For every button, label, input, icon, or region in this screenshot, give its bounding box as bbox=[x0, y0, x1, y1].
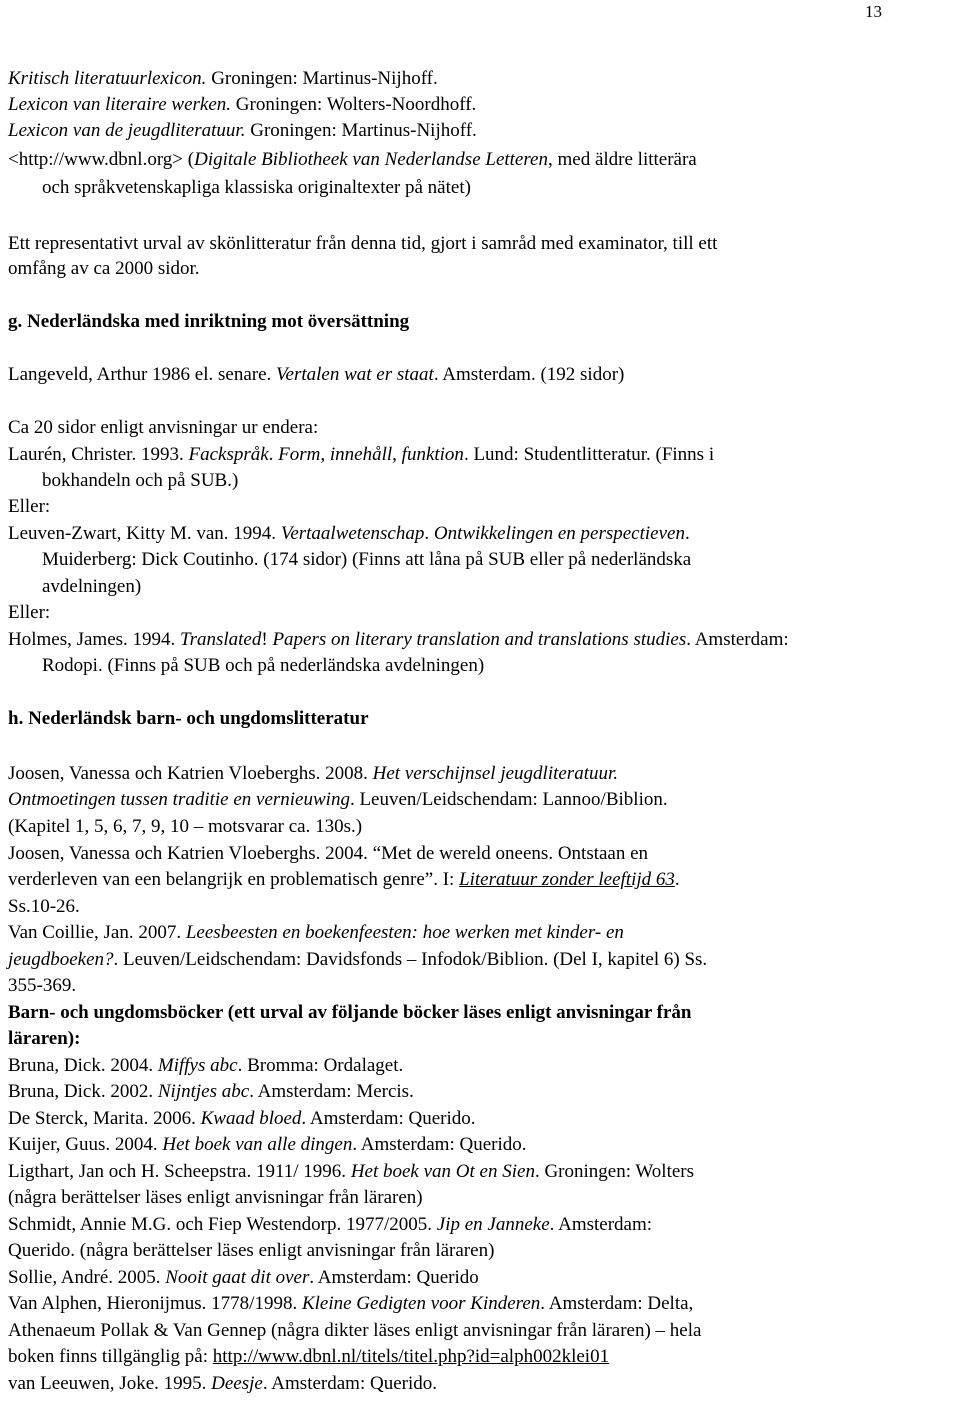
dbnl-link[interactable]: http://www.dbnl.nl/titels/titel.php?id=alph002klei01 bbox=[212, 1346, 610, 1367]
book-item: Bruna, Dick. 2004. Miffys abc. Bromma: Ordalaget. bbox=[8, 1055, 404, 1076]
book-schmidt-cont: Querido. (några berättelser läses enligt anvisningar från läraren) bbox=[8, 1240, 495, 1261]
ref-holmes: Holmes, James. 1994. Translated! Papers on literary translation and translations studies. Amsterdam: bbox=[8, 629, 789, 650]
ref-kritisch: Kritisch literatuurlexicon. Groningen: Martinus-Nijhoff. bbox=[8, 68, 438, 89]
page-number: 13 bbox=[865, 2, 882, 21]
ref-dbnl: <http://www.dbnl.org> (Digitale Bibliotheek van Nederlandse Letteren, med äldre litterära bbox=[8, 149, 697, 170]
ref-leuven-cont: Muiderberg: Dick Coutinho. (174 sidor) (Finns att låna på SUB eller på nederländska bbox=[42, 549, 692, 570]
book-item: Kuijer, Guus. 2004. Het boek van alle dingen. Amsterdam: Querido. bbox=[8, 1134, 527, 1155]
ref-holmes-cont: Rodopi. (Finns på SUB och på nederländska avdelningen) bbox=[42, 655, 485, 676]
book-ligthart: Ligthart, Jan och H. Scheepstra. 1911/ 1996. Het boek van Ot en Sien. Groningen: Wolters bbox=[8, 1161, 695, 1182]
ref-langeveld: Langeveld, Arthur 1986 el. senare. Vertalen wat er staat. Amsterdam. (192 sidor) bbox=[8, 364, 625, 385]
section-h-heading: h. Nederländsk barn- och ungdomslitteratur bbox=[8, 708, 369, 729]
ref-vancoillie: Van Coillie, Jan. 2007. Leesbeesten en boekenfeesten: hoe werken met kinder- en bbox=[8, 922, 624, 943]
representative-text-1: Ett representativt urval av skönlitteratur från denna tid, gjort i samråd med examinator, till ett bbox=[8, 233, 718, 254]
book-vanleeuwen: van Leeuwen, Joke. 1995. Deesje. Amsterdam: Querido. bbox=[8, 1373, 437, 1394]
ref-leuven-cont2: avdelningen) bbox=[42, 576, 142, 597]
book-vanalphen: Van Alphen, Hieronijmus. 1778/1998. Kleine Gedigten voor Kinderen. Amsterdam: Delta, bbox=[8, 1293, 694, 1314]
books-heading: Barn- och ungdomsböcker (ett urval av följande böcker läses enligt anvisningar från bbox=[8, 1002, 692, 1023]
ref-joosen-2004: Joosen, Vanessa och Katrien Vloeberghs. 2004. “Met de wereld oneens. Ontstaan en bbox=[8, 843, 649, 864]
books-heading-cont: läraren): bbox=[8, 1028, 81, 1049]
ref-lauren: Laurén, Christer. 1993. Fackspråk. Form, innehåll, funktion. Lund: Studentlitteratur. (Finns i bbox=[8, 444, 715, 465]
eller-1: Eller: bbox=[8, 496, 51, 517]
book-vanalphen-cont2: boken finns tillgänglig på: http://www.dbnl.nl/titels/titel.php?id=alph002klei01 bbox=[8, 1346, 610, 1367]
ref-joosen-2008-cont2: (Kapitel 1, 5, 6, 7, 9, 10 – motsvarar ca. 130s.) bbox=[8, 816, 363, 837]
ref-lexicon-jeugd: Lexicon van de jeugdliteratuur. Groningen: Martinus-Nijhoff. bbox=[8, 120, 477, 141]
eller-2: Eller: bbox=[8, 602, 51, 623]
ref-joosen-2004-cont: verderleven van een belangrijk en problematisch genre”. I: Literatuur zonder leeftijd 63. bbox=[8, 869, 680, 890]
ref-vancoillie-cont2: 355-369. bbox=[8, 975, 77, 996]
book-item: De Sterck, Marita. 2006. Kwaad bloed. Amsterdam: Querido. bbox=[8, 1108, 476, 1129]
ca20-note: Ca 20 sidor enligt anvisningar ur endera: bbox=[8, 417, 319, 438]
ref-lexicon-werken: Lexicon van literaire werken. Groningen: Wolters-Noordhoff. bbox=[8, 94, 477, 115]
book-sollie: Sollie, André. 2005. Nooit gaat dit over. Amsterdam: Querido bbox=[8, 1267, 479, 1288]
ref-joosen-2008: Joosen, Vanessa och Katrien Vloeberghs. 2008. Het verschijnsel jeugdliteratuur. bbox=[8, 763, 619, 784]
ref-joosen-2004-cont2: Ss.10-26. bbox=[8, 896, 80, 917]
ref-vancoillie-cont: jeugdboeken?. Leuven/Leidschendam: Davidsfonds – Infodok/Biblion. (Del I, kapitel 6) Ss. bbox=[8, 949, 708, 970]
ref-joosen-2008-cont: Ontmoetingen tussen traditie en vernieuwing. Leuven/Leidschendam: Lannoo/Biblion. bbox=[8, 789, 668, 810]
ref-dbnl-cont: och språkvetenskapliga klassiska originaltexter på nätet) bbox=[42, 177, 471, 198]
representative-text-2: omfång av ca 2000 sidor. bbox=[8, 258, 200, 279]
book-schmidt: Schmidt, Annie M.G. och Fiep Westendorp. 1977/2005. Jip en Janneke. Amsterdam: bbox=[8, 1214, 653, 1235]
book-ligthart-cont: (några berättelser läses enligt anvisningar från läraren) bbox=[8, 1187, 423, 1208]
ref-lauren-cont: bokhandeln och på SUB.) bbox=[42, 470, 239, 491]
book-vanalphen-cont: Athenaeum Pollak & Van Gennep (några dikter läses enligt anvisningar från läraren) – hela bbox=[8, 1320, 702, 1341]
ref-leuven: Leuven-Zwart, Kitty M. van. 1994. Vertaalwetenschap. Ontwikkelingen en perspectieven. bbox=[8, 523, 690, 544]
book-item: Bruna, Dick. 2002. Nijntjes abc. Amsterdam: Mercis. bbox=[8, 1081, 414, 1102]
section-g-heading: g. Nederländska med inriktning mot översättning bbox=[8, 311, 410, 332]
